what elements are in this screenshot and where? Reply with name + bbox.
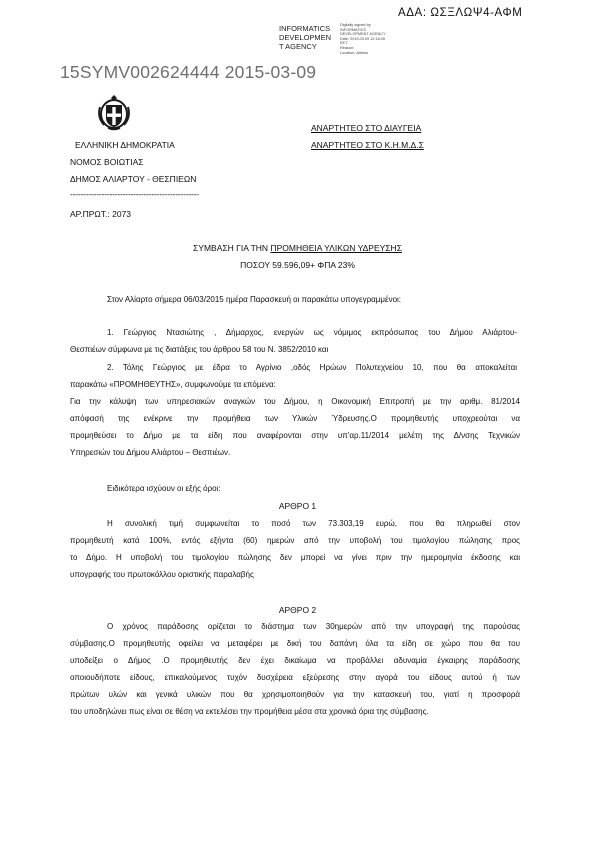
contract-title-prefix: ΣΥΜΒΑΣΗ ΓΙΑ ΤΗΝ [193,243,271,253]
signature-detail-line: Location: Athens [340,50,369,55]
contract-title [0,243,595,253]
article-2-line: Ο χρόνος παράδοσης ορίζεται το διάστημα των 30ημερών από την υπογραφή της παρούσας [107,622,520,631]
party-2-line: παρακάτω «ΠΡΟΜΗΘΕΥΤΗΣ», συμφωνούμε τα επόμενα: [70,380,276,389]
paragraph-line: Για την κάλυψη των υπηρεσιακών αναγκών του Δήμου, η Οικονομική Επιτροπή με την αριθμ. 81/2014 [70,397,520,406]
signature-detail-line: Reason: [340,45,355,50]
article-2-line: σύμβασης.Ο προμηθευτής οφείλει να μεταφέρει με δική του δαπάνη όλα τα είδη σε χώρο που θα του [70,639,520,648]
signature-detail-line: DEVELOPMENT AGENCY [340,32,386,37]
article-2-line: οποιουδήποτε είδους, επικαλούμενος τυχόν δυσχέρεια εξεύρεσης στην αγορά του είδους αυτού ή των [70,673,520,682]
signature-org-line: T AGENCY [279,42,317,51]
article-1-heading: ΑΡΘΡΟ 1 [278,501,317,511]
ada-code: ΑΔΑ: ΩΣΞΛΩΨ4-ΑΦΜ [398,7,523,19]
article-1-line: υπογραφής του πρωτοκόλλου οριστικής παραλαβής [70,570,254,579]
signature-org-line: INFORMATICS [279,24,331,33]
contract-title-subject: ΠΡΟΜΗΘΕΙΑ ΥΛΙΚΩΝ ΥΔΡΕΥΣΗΣ [270,243,402,253]
header-separator: ------------------------------------------------- [70,189,199,199]
posting-notice-diavgeia: ΑΝΑΡΤΗΤΕΟ ΣΤΟ ΔΙΑΥΓΕΙΑ [311,123,422,133]
article-2-line: του υποδηλώνει πως είναι σε θέση να εκτελέσει την προμήθεια μέσα στα χρονικά όρια της σύμβασης. [70,707,429,716]
municipality-heading: ΔΗΜΟΣ ΑΛΙΑΡΤΟΥ - ΘΕΣΠΙΕΩΝ [70,174,197,184]
posting-notice-khmds: ΑΝΑΡΤΗΤΕΟ ΣΤΟ Κ.Η.Μ.Δ.Σ [311,140,424,150]
document-barcode-id: 15SYMV002624444 2015-03-09 [60,62,317,82]
article-2-line: υποδείξει ο Δήμος .Ο προμηθευτής δεν έχει δικαίωμα να προβάλλει αδυναμία έγκαιρης παράδοσης [70,656,520,665]
article-2-heading: ΑΡΘΡΟ 2 [278,605,317,615]
article-2-line: πρώτων υλών και γενικά υλικών που θα χρησιμοποιηθούν για την κατασκευή του, γιατί η προσφορά [70,690,520,699]
signature-detail-line: Date: 2015.03.09 12:16:45 [340,36,385,41]
signature-detail-line: EET [340,41,348,46]
article-1-line: Η συνολική τιμή συμφωνείται το ποσό των 73.303,19 ευρώ, που θα πληρωθεί στον [107,519,520,528]
greek-coat-of-arms-icon [94,93,134,133]
paragraph-line: Υπηρεσιών του Δήμου Αλιάρτου – Θεσπιέων. [70,448,231,457]
signature-org-line: DEVELOPMEN [279,33,332,42]
terms-intro: Ειδικότερα ισχύουν οι εξής όροι: [107,484,221,493]
prefecture-heading: ΝΟΜΟΣ ΒΟΙΩΤΙΑΣ [70,157,144,167]
party-1-line: 1. Γεώργιος Ντασιώτης , Δήμαρχος, ενεργών ως νόμιμος εκπρόσωπος του Δήμου Αλιάρτου- [107,328,517,337]
republic-heading: ΕΛΛΗΝΙΚΗ ΔΗΜΟΚΡΑΤΙΑ [75,140,175,150]
digital-signature-details [340,23,386,55]
paragraph-line: προμηθεύσει το Δήμο με τα είδη που αναφέρονται στην υπ'αρ.11/2014 μελέτη της Δ/νσης Τεχνικών [70,431,520,440]
party-2-line: 2. Τόλης Γεώργιος με έδρα το Αγρίνιο ,οδός Ηρώων Πολυτεχνείου 10, που θα αποκαλείται [107,363,517,372]
intro-paragraph: Στον Αλίαρτο σήμερα 06/03/2015 ημέρα Παρασκευή οι παρακάτω υπογεγραμμένοι: [107,295,402,304]
contract-amount: ΠΟΣΟΥ 59.596,09+ ΦΠΑ 23% [240,260,355,270]
signature-detail-line: Digitally signed by [340,23,371,27]
digital-signature-org [279,24,331,51]
protocol-number: ΑΡ.ΠΡΩΤ.: 2073 [70,209,132,219]
paragraph-line: απόφασή της ενέκρινε την προμήθεια των Υλικών Ύδρευσης.Ο προμηθευτής υποχρεούται να [70,414,520,423]
party-1-line: Θεσπιέων σύμφωνα με τις διατάξεις του άρθρου 58 του Ν. 3852/2010 και [70,345,329,354]
article-1-line: το Δήμο. Η υποβολή του τιμολογίου πώλησης δεν μπορεί να γίνει πριν την ημερομηνία έκδοσης και [70,553,520,562]
signature-detail-line: INFORMATICS [340,27,366,32]
article-1-line: προμηθευτή κατά 100%, εντός εξήντα (60) ημερών από την υποβολή του τιμολογίου πώλησης προς [70,536,520,545]
